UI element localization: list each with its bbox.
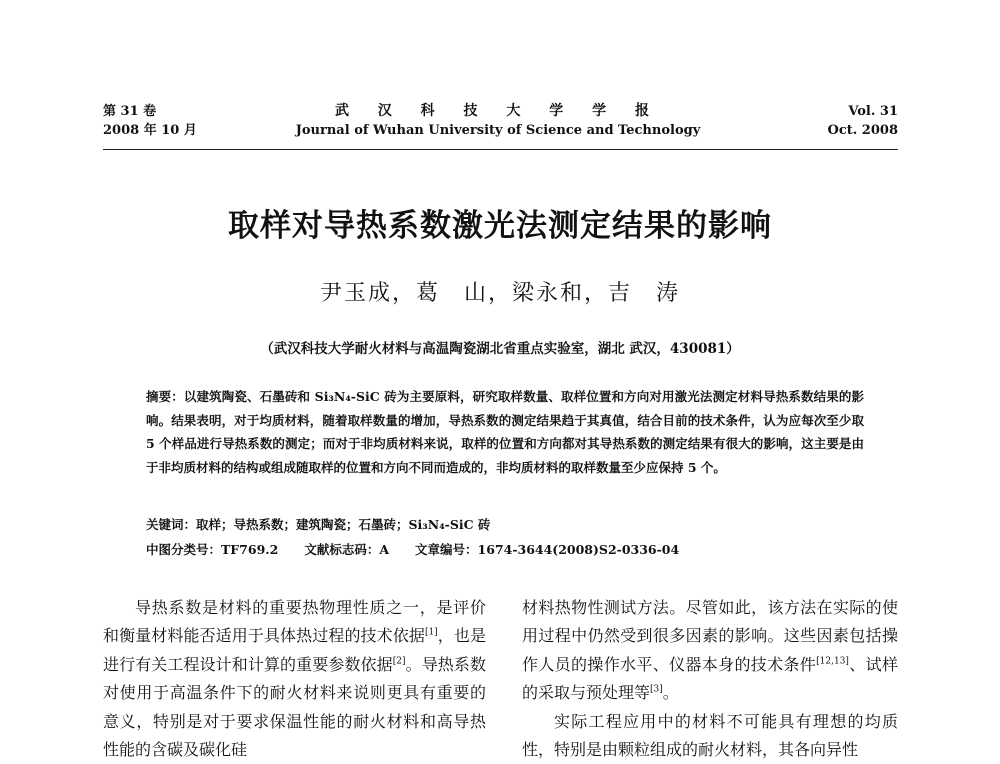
clc-number: 中图分类号：TF769.2	[146, 542, 279, 557]
body-paragraph: 实际工程应用中的材料不可能具有理想的均质性，特别是由颗粒组成的耐火材料，其各向异性	[522, 711, 898, 760]
body-paragraph	[103, 594, 486, 764]
header-right	[828, 102, 898, 140]
abstract-text: 以建筑陶瓷、石墨砖和 Si₃N₄-SiC 砖为主要原料，研究取样数量、取样位置和方向对用激光法测定材料导热系数结果的影响。结果表明，对于均质材料，随着取样数量的增加，导热系数的测定结果趋于其真值，结合目前的技术条件，认为应每次至少取 5 个样品进行导热系数的测定；而对于非均质材料来说，取样的位置和方向都对其导热系数的测定结果有很大的影响，这主要是由于非均质材料的结构或组成随取样的位置和方向不同而造成的，非均质材料的取样数量至少应保持 5 个。	[146, 389, 864, 475]
running-header	[103, 102, 898, 142]
citation: [2]	[392, 656, 406, 667]
keywords-label: 关键词：	[146, 517, 197, 532]
journal-name-en: Journal of Wuhan University of Science and Technology	[295, 123, 701, 138]
affiliation: （武汉科技大学耐火材料与高温陶瓷湖北省重点实验室，湖北 武汉，430081）	[260, 341, 740, 357]
document-code: 文献标志码：A	[304, 542, 390, 557]
keywords-text: 取样；导热系数；建筑陶瓷；石墨砖；Si₃N₄-SiC 砖	[196, 517, 491, 532]
article-number: 文章编号：1674-3644(2008)S2-0336-04	[415, 542, 680, 557]
article-title: 取样对导热系数激光法测定结果的影响	[228, 208, 772, 244]
citation: [3]	[650, 684, 663, 695]
body-text: 。导热系数对使用于高温条件下的耐火材料来说则更具有重要的意义，特别是对于要求保温性能的耐火材料和高导热性能的含碳及碳化硅	[103, 654, 486, 760]
volume-en: Vol. 31	[848, 104, 898, 119]
body-text: ，也是进行有关工程设计和计算的重要参数依据	[103, 626, 486, 674]
body-column-right	[522, 594, 898, 764]
header-rule	[103, 149, 898, 150]
header-center	[263, 102, 733, 140]
body-text: 。	[662, 683, 679, 703]
body-column-left	[103, 594, 486, 764]
journal-name-cn: 武 汉 科 技 大 学 学 报	[334, 103, 662, 119]
body-text: 导热系数是材料的重要热物理性质之一，是评价和衡量材料能否适用于具体热过程的技术依据	[103, 598, 486, 646]
date-cn: 2008 年 10 月	[103, 123, 197, 138]
citation: [12,13]	[816, 656, 849, 667]
authors: 尹玉成，葛 山，梁永和，吉 涛	[319, 281, 680, 306]
date-en: Oct. 2008	[827, 123, 898, 138]
header-left	[103, 102, 197, 140]
classification-line	[146, 540, 864, 558]
abstract	[146, 385, 864, 479]
body-text: 、试样的采取与预处理等	[522, 654, 898, 703]
volume-cn: 第 31 卷	[103, 104, 157, 119]
body-text: 材料热物性测试方法。尽管如此，该方法在实际的使用过程中仍然受到很多因素的影响。这些因素包括操作人员的操作水平、仪器本身的技术条件	[522, 598, 898, 674]
abstract-label: 摘要：	[146, 389, 184, 404]
citation: [1]	[424, 628, 438, 639]
keywords	[146, 515, 864, 533]
body-paragraph	[522, 594, 898, 708]
